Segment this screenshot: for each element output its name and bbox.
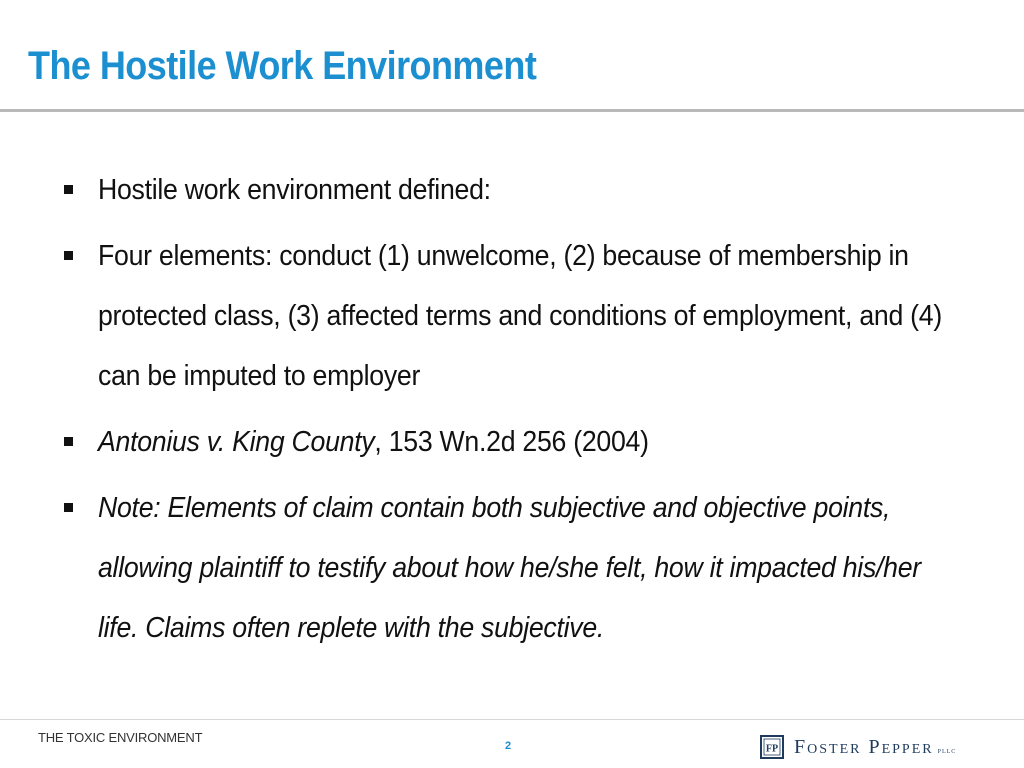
logo-monogram: FP <box>765 743 779 755</box>
company-logo <box>760 733 956 761</box>
bullet-item <box>60 478 960 658</box>
bullet-text-case <box>98 412 954 472</box>
bullet-item <box>60 412 960 472</box>
case-name: Antonius v. King County <box>98 426 375 458</box>
bullet-text: Four elements: conduct (1) unwelcome, (2) because of membership in protected class, (3) affected terms and conditions of employment, and (4) can be imputed to employer <box>98 240 942 392</box>
square-bullet-icon <box>64 437 73 446</box>
page-number: 2 <box>505 740 512 752</box>
footer-divider <box>0 719 1024 720</box>
bullet-item <box>60 160 960 220</box>
square-bullet-icon <box>64 503 73 512</box>
square-bullet-icon <box>64 185 73 194</box>
slide-title: The Hostile Work Environment <box>28 44 537 88</box>
title-divider <box>0 109 1024 112</box>
logo-text: Foster Pepper <box>794 735 934 758</box>
case-citation: , 153 Wn.2d 256 (2004) <box>374 426 649 458</box>
bullet-text-note: Note: Elements of claim contain both subjective and objective points, allowing plaintiff to testify about how he/she felt, how it impacted his/her life. Claims often replete with the subjective. <box>98 492 921 644</box>
square-bullet-icon <box>64 251 73 260</box>
bullet-list <box>60 160 960 664</box>
foster-pepper-logo-icon <box>760 735 784 759</box>
logo-suffix: PLLC <box>937 749 957 755</box>
footer-label: THE TOXIC ENVIRONMENT <box>38 730 203 745</box>
bullet-item <box>60 226 960 406</box>
bullet-text: Hostile work environment defined: <box>98 174 491 206</box>
